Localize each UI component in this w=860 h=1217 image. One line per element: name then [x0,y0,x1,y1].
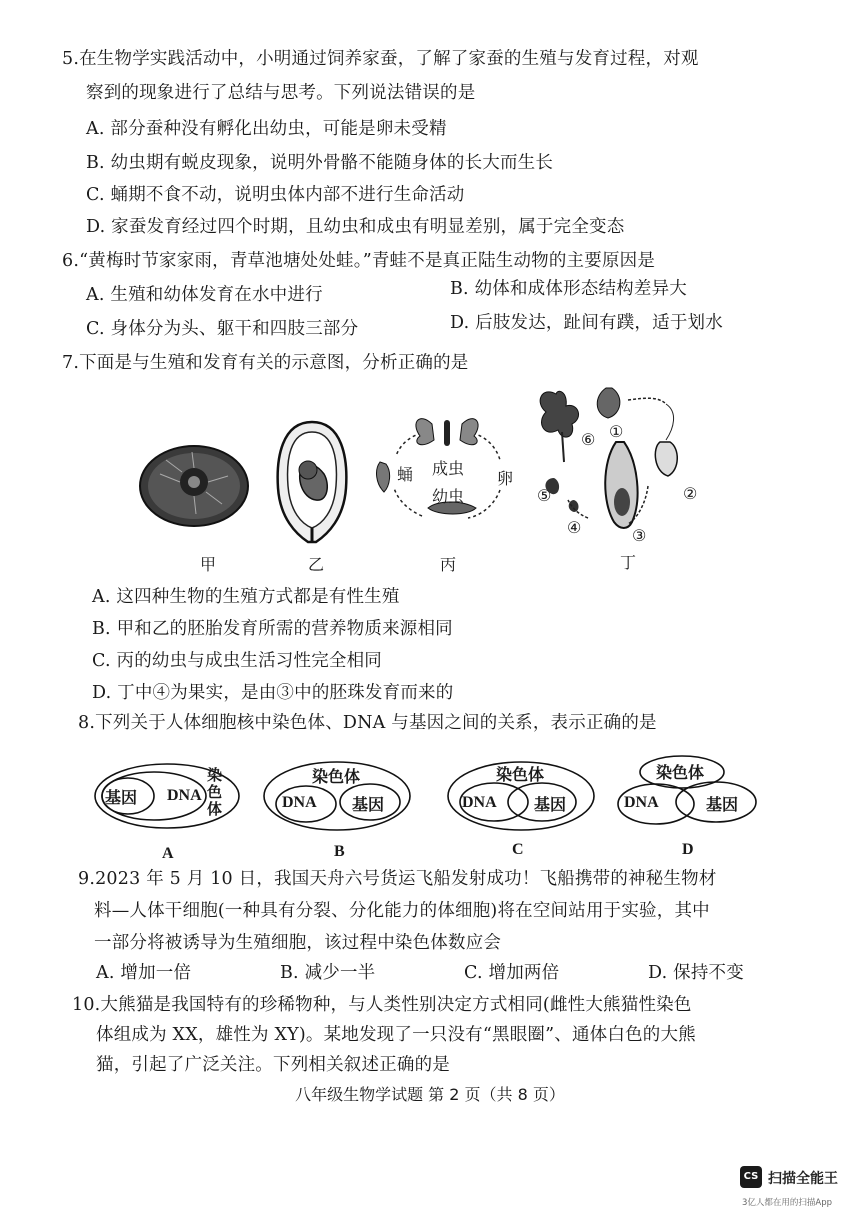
camscanner-logo-icon: CS [740,1166,762,1188]
page-footer: 八年级生物学试题 第 2 页（共 8 页） [295,1085,565,1104]
venn-d-gene: 基因 [706,797,739,814]
venn-option-d: D [682,841,694,858]
venn-c-gene: 基因 [534,797,567,814]
ding-number-2: ② [683,484,698,503]
q9-option-b: B. 减少一半 [280,963,376,983]
watermark-tagline: 3亿人都在用的扫描App [742,1198,833,1208]
q7-stem: 7.下面是与生殖和发育有关的示意图，分析正确的是 [62,353,469,373]
q9-option-c: C. 增加两倍 [464,963,560,983]
q6-option-a: A. 生殖和幼体发育在水中进行 [86,285,323,305]
q5-option-d: D. 家蚕发育经过四个时期，且幼虫和成虫有明显差别，属于完全变态 [86,217,625,237]
q6-option-b: B. 幼体和成体形态结构差异大 [450,279,687,299]
ding-number-5: ⑤ [537,486,552,505]
venn-a-gene: 基因 [105,790,138,807]
ding-number-3: ③ [632,526,647,545]
q7-option-c: C. 丙的幼虫与成虫生活习性完全相同 [92,651,382,671]
venn-option-c: C [512,841,524,858]
venn-b-gene: 基因 [352,797,385,814]
q8-stem: 8.下列关于人体细胞核中染色体、DNA 与基因之间的关系，表示正确的是 [78,713,657,733]
venn-d-dna: DNA [624,794,659,811]
venn-c-dna: DNA [462,794,497,811]
venn-a-chromosome-2: 色 [207,785,223,801]
q10-stem-line2: 体组成为 XX，雄性为 XY)。某地发现了一只没有“黑眼圈”、通体白色的大熊 [96,1025,696,1045]
venn-b-chromosome: 染色体 [312,769,361,786]
q9-option-a: A. 增加一倍 [96,963,192,983]
q7-option-a: A. 这四种生物的生殖方式都是有性生殖 [92,587,400,607]
q5-option-a: A. 部分蚕种没有孵化出幼虫，可能是卵未受精 [86,119,447,139]
watermark-name: 扫描全能王 [768,1171,838,1187]
ding-number-6: ⑥ [581,430,596,449]
q5-stem-line1: 5.在生物学实践活动中，小明通过饲养家蚕，了解了家蚕的生殖与发育过程，对观 [62,49,699,69]
figure-yi-embryo [272,418,352,548]
figure-label-yi: 乙 [308,555,325,574]
figure-jia-egg [136,440,256,530]
venn-option-a: A [162,845,174,862]
figure-ding-plant-cycle [528,382,708,542]
bing-label-egg: 卵 [497,469,514,488]
q7-option-d: D. 丁中④为果实，是由③中的胚珠发育而来的 [92,683,454,703]
venn-c-chromosome: 染色体 [496,767,545,784]
q7-option-b: B. 甲和乙的胚胎发育所需的营养物质来源相同 [92,619,453,639]
figure-label-ding: 丁 [620,553,637,572]
venn-d-chromosome: 染色体 [656,765,705,782]
q6-option-d: D. 后肢发达，趾间有蹼，适于划水 [450,313,723,333]
q5-option-b: B. 幼虫期有蜕皮现象，说明外骨骼不能随身体的长大而生长 [86,153,554,173]
figure-label-jia: 甲 [200,555,217,574]
q10-stem-line3: 猫，引起了广泛关注。下列相关叙述正确的是 [96,1055,450,1075]
q6-option-c: C. 身体分为头、躯干和四肢三部分 [86,319,359,339]
bing-label-adult: 成虫 [432,459,465,478]
q5-stem-line2: 察到的现象进行了总结与思考。下列说法错误的是 [86,83,476,103]
venn-b-dna: DNA [282,794,317,811]
figure-label-bing: 丙 [440,555,457,574]
ding-number-1: ① [609,422,624,441]
ding-number-4: ④ [567,518,582,537]
q5-option-c: C. 蛹期不食不动，说明虫体内部不进行生命活动 [86,185,465,205]
venn-a-chromosome-1: 染 [207,768,223,784]
q10-stem-line1: 10.大熊猫是我国特有的珍稀物种，与人类性别决定方式相同(雌性大熊猫性染色 [72,995,692,1015]
q9-stem-line1: 9.2023 年 5 月 10 日，我国天舟六号货运飞船发射成功！飞船携带的神秘生物材 [78,869,717,889]
bing-label-larva: 幼虫 [432,487,465,506]
q9-option-d: D. 保持不变 [648,963,744,983]
venn-a-dna: DNA [167,787,202,804]
scanner-watermark [740,1166,850,1212]
q9-stem-line3: 一部分将被诱导为生殖细胞，该过程中染色体数应会 [94,933,502,953]
bing-label-pupa: 蛹 [397,465,414,484]
venn-a-chromosome-3: 体 [207,802,223,818]
venn-option-b: B [334,843,345,860]
q9-stem-line2: 料—人体干细胞(一种具有分裂、分化能力的体细胞)将在空间站用于实验，其中 [94,901,710,921]
q6-stem: 6.“黄梅时节家家雨，青草池塘处处蛙。”青蛙不是真正陆生动物的主要原因是 [62,251,656,271]
